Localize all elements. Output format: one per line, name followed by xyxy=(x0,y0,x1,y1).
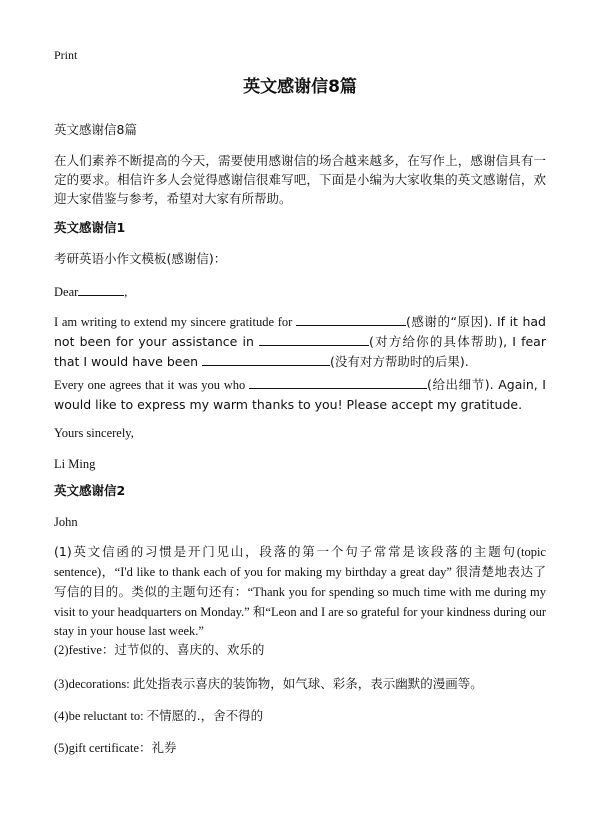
signature: Li Ming xyxy=(54,457,96,471)
note4-definition: 不情愿的.，舍不得的 xyxy=(146,708,264,723)
note1-text-f: “Leon and I are so grateful for your kindness during our stay in your house last week.” xyxy=(54,605,546,638)
note3-term: (3)decorations: xyxy=(54,677,133,691)
p1-text-c: (对方给你的具体帮助), I fear that I would have been xyxy=(54,334,546,369)
blank-line xyxy=(202,352,330,366)
note1-text-b: (topic sentence)，“I'd like to thank each of you for making my birthday a great day” xyxy=(54,545,546,579)
note-3 xyxy=(54,674,546,694)
blank-line xyxy=(259,332,369,346)
section-heading-2: 英文感谢信2 xyxy=(54,483,126,498)
closing: Yours sincerely, xyxy=(54,426,134,440)
salutation-comma: , xyxy=(124,285,128,299)
letter-paragraph-2 xyxy=(54,375,546,415)
blank-line xyxy=(249,375,427,389)
note1-text-d: “Thank you for spending so much time with me during my visit to your headquarters on Monday.” xyxy=(54,585,546,619)
note1-text-c: 很清楚地表达了写信的目的。类似的主题句还有： xyxy=(54,564,546,599)
note1-text-e: 和 xyxy=(252,604,266,619)
note-5 xyxy=(54,738,546,758)
note1-text-a: (1)英文信函的习惯是开门见山，段落的第一个句子常常是该段落的主题句 xyxy=(54,544,517,559)
document-subtitle: 英文感谢信8篇 xyxy=(54,122,137,137)
note-4 xyxy=(54,706,546,726)
note5-definition: 礼券 xyxy=(151,740,177,755)
salutation-text: Dear xyxy=(54,285,79,299)
blank-line xyxy=(296,312,406,326)
p1-text-b: (感谢的“原因). If it had not been for your assistance in xyxy=(54,314,546,349)
note4-term: (4)be reluctant to: xyxy=(54,709,147,723)
print-label[interactable]: Print xyxy=(54,48,78,62)
note-1 xyxy=(54,542,546,641)
p1-text-d: (没有对方帮助时的后果). xyxy=(330,354,469,369)
document-title: 英文感谢信8篇 xyxy=(243,77,357,97)
note-2 xyxy=(54,640,546,660)
note2-term: (2)festive： xyxy=(54,643,115,657)
p1-text-a: I am writing to extend my sincere gratitude for xyxy=(54,315,296,329)
recipient-name: John xyxy=(54,515,78,529)
salutation xyxy=(54,282,127,302)
intro-paragraph: 在人们素养不断提高的今天，需要使用感谢信的场合越来越多，在写作上，感谢信具有一定的要求。相信许多人会觉得感谢信很难写吧，下面是小编为大家收集的英文感谢信，欢迎大家借鉴与参考，希望对大家有所帮助。 xyxy=(54,153,546,206)
note5-term: (5)gift certificate： xyxy=(54,741,152,755)
section-heading-1: 英文感谢信1 xyxy=(54,220,126,235)
letter-paragraph-1 xyxy=(54,312,546,372)
template-label: 考研英语小作文模板(感谢信)： xyxy=(54,251,227,266)
note3-definition: 此处指表示喜庆的装饰物，如气球、彩条，表示幽默的漫画等。 xyxy=(132,676,483,691)
p2-text-b: (给出细节). Again, I would like to express my warm thanks to you! Please accept my gratitude. xyxy=(54,377,546,412)
blank-line xyxy=(78,282,124,296)
p2-text-a: Every one agrees that it was you who xyxy=(54,378,249,392)
note2-definition: 过节似的、喜庆的、欢乐的 xyxy=(114,642,265,657)
